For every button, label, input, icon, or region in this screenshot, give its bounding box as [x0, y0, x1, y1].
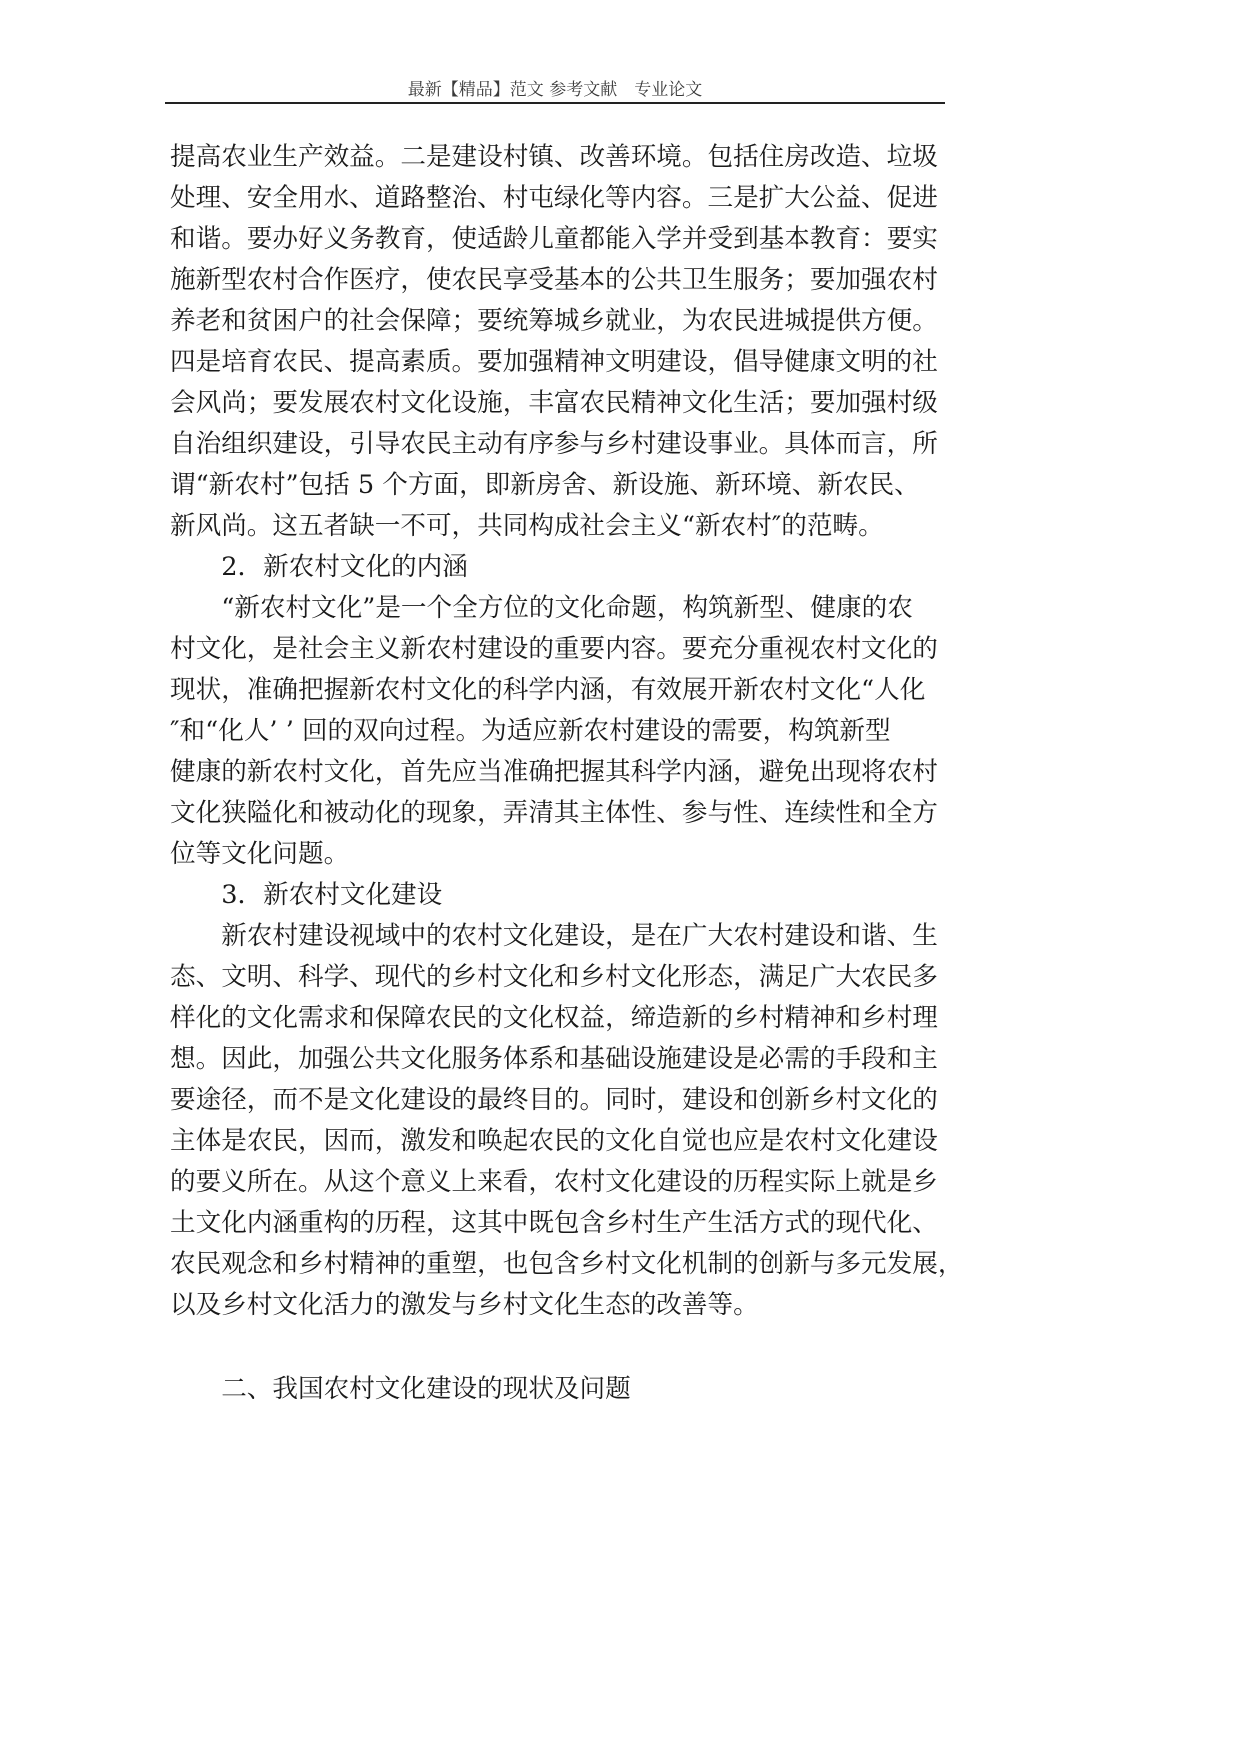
text-line: 样化的文化需求和保障农民的文化权益，缔造新的乡村精神和乡村理	[170, 1003, 938, 1033]
text-line: 施新型农村合作医疗，使农民享受基本的公共卫生服务；要加强农村	[170, 265, 938, 295]
text-line: ″和“化人’ ’ 回的双向过程。为适应新农村建设的需要，构筑新型	[170, 716, 891, 746]
text-line: 新风尚。这五者缺一不可，共同构成社会主义“新农村″的范畴。	[170, 511, 884, 541]
text-line: 新农村建设视域中的农村文化建设，是在广大农村建设和谐、生	[221, 921, 938, 951]
text-line: 想。因此，加强公共文化服务体系和基础设施建设是必需的手段和主	[170, 1044, 938, 1074]
text-line: 态、文明、科学、现代的乡村文化和乡村文化形态，满足广大农民多	[170, 962, 938, 992]
header-rule	[165, 102, 945, 104]
subsection-heading: 3．新农村文化建设	[221, 880, 443, 910]
text-line: 文化狭隘化和被动化的现象，弄清其主体性、参与性、连续性和全方	[170, 798, 938, 828]
text-line: 自治组织建设，引导农民主动有序参与乡村建设事业。具体而言，所	[170, 429, 938, 459]
text-line: 位等文化问题。	[170, 839, 350, 869]
subsection-paragraph	[170, 588, 970, 875]
document-body	[170, 137, 970, 1410]
text-line: 和谐。要办好义务教育，使适龄儿童都能入学并受到基本教育：要实	[170, 224, 938, 254]
text-line: 会风尚；要发展农村文化设施，丰富农民精神文化生活；要加强村级	[170, 388, 938, 418]
text-line: 的要义所在。从这个意义上来看，农村文化建设的历程实际上就是乡	[170, 1167, 938, 1197]
text-line: “新农村文化”是一个全方位的文化命题，构筑新型、健康的农	[221, 593, 913, 623]
text-line: 农民观念和乡村精神的重塑，也包含乡村文化机制的创新与多元发展，	[170, 1249, 964, 1279]
text-line: 提高农业生产效益。二是建设村镇、改善环境。包括住房改造、垃圾	[170, 142, 938, 172]
subsection-paragraph	[170, 916, 970, 1326]
text-line: 处理、安全用水、道路整治、村屯绿化等内容。三是扩大公益、促进	[170, 183, 938, 213]
text-line: 土文化内涵重构的历程，这其中既包含乡村生产生活方式的现代化、	[170, 1208, 938, 1238]
text-line: 现状，准确把握新农村文化的科学内涵，有效展开新农村文化“人化	[170, 675, 926, 705]
continued-paragraph	[170, 137, 970, 547]
text-line: 养老和贫困户的社会保障；要统筹城乡就业，为农民进城提供方便。	[170, 306, 938, 336]
text-line: 四是培育农民、提高素质。要加强精神文明建设，倡导健康文明的社	[170, 347, 938, 377]
subsection-heading: 2．新农村文化的内涵	[221, 552, 468, 582]
text-line: 以及乡村文化活力的激发与乡村文化生态的改善等。	[170, 1290, 759, 1320]
text-line: 谓“新农村”包括 5 个方面，即新房舍、新设施、新环境、新农民、	[170, 470, 920, 500]
section-heading: 二、我国农村文化建设的现状及问题	[221, 1374, 631, 1404]
text-line: 主体是农民，因而，激发和唤起农民的文化自觉也应是农村文化建设	[170, 1126, 938, 1156]
text-line: 村文化，是社会主义新农村建设的重要内容。要充分重视农村文化的	[170, 634, 938, 664]
text-line: 健康的新农村文化，首先应当准确把握其科学内涵，避免出现将农村	[170, 757, 938, 787]
text-line: 要途径，而不是文化建设的最终目的。同时，建设和创新乡村文化的	[170, 1085, 938, 1115]
page-header: 最新【精品】范文 参考文献 专业论文	[407, 80, 703, 100]
